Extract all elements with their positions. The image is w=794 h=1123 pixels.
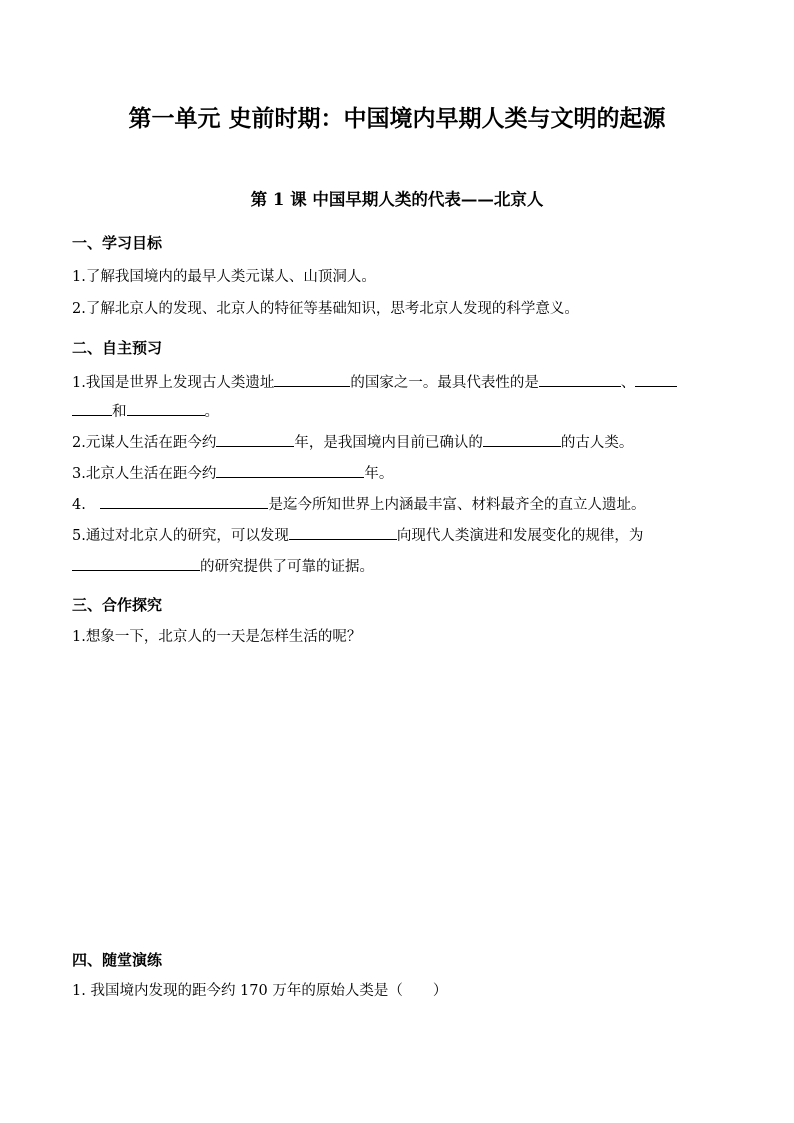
q1-text-a: 1.我国是世界上发现古人类遗址 [72, 375, 275, 391]
q2-blank-2[interactable] [483, 429, 561, 447]
q3-blank-1[interactable] [216, 460, 364, 478]
practice-question-1 [72, 980, 447, 1002]
q5-blank-2[interactable] [72, 553, 200, 571]
objective-item-1: 1.了解我国境内的最早人类元谋人、山顶洞人。 [72, 269, 376, 285]
q2-blank-1[interactable] [216, 429, 294, 447]
q3-text-a: 3.北京人生活在距今约 [72, 466, 217, 482]
q1-blank-1[interactable] [274, 369, 350, 387]
q1-text-d: 和 [112, 404, 127, 420]
q2-text-c: 的古人类。 [560, 435, 634, 451]
preview-question-5-line-1 [72, 522, 643, 547]
q3-text-b: 年。 [364, 466, 394, 482]
section-heading-objectives: 一、学习目标 [72, 234, 163, 252]
q5-text-a: 5.通过对北京人的研究，可以发现 [72, 528, 289, 544]
preview-question-5-line-2 [72, 553, 374, 578]
page-title: 第一单元 史前时期：中国境内早期人类与文明的起源 [128, 106, 666, 132]
q2-text-a: 2.元谋人生活在距今约 [72, 435, 217, 451]
preview-question-2 [72, 429, 633, 454]
q4-text-b: 是迄今所知世界上内涵最丰富、材料最齐全的直立人遗址。 [268, 497, 646, 513]
lesson-title: 第 1 课 中国早期人类的代表——北京人 [250, 190, 544, 209]
q1-blank-3a[interactable] [635, 369, 677, 387]
practice-q1-text-a: 1. 我国境内发现的距今约 170 万年的原始人类是（ [72, 983, 403, 999]
section-heading-preview: 二、自主预习 [72, 339, 163, 357]
practice-q1-text-b: ） [432, 983, 448, 999]
preview-question-1-line-1 [72, 369, 677, 394]
inquiry-question-1: 1.想象一下，北京人的一天是怎样生活的呢？ [72, 629, 362, 645]
section-heading-inquiry: 三、合作探究 [72, 596, 163, 614]
q1-blank-2[interactable] [539, 369, 621, 387]
q1-text-c: 、 [620, 375, 636, 391]
q5-text-c: 的研究提供了可靠的证据。 [200, 559, 374, 575]
q1-blank-3b[interactable] [72, 398, 112, 416]
section-heading-practice: 四、随堂演练 [72, 951, 163, 969]
q5-text-b: 向现代人类演进和发展变化的规律，为 [396, 528, 644, 544]
q2-text-b: 年，是我国境内目前已确认的 [294, 435, 483, 451]
q4-blank-1[interactable] [100, 491, 268, 509]
q1-text-e: 。 [204, 404, 219, 420]
q4-text-a: 4. [72, 497, 91, 513]
q5-blank-1[interactable] [289, 522, 397, 540]
objective-item-2: 2.了解北京人的发现、北京人的特征等基础知识，思考北京人发现的科学意义。 [72, 301, 579, 317]
q1-blank-4[interactable] [127, 398, 205, 416]
q1-text-b: 的国家之一。最具代表性的是 [350, 375, 539, 391]
preview-question-3 [72, 460, 393, 485]
preview-question-1-line-2 [72, 398, 219, 423]
preview-question-4 [72, 491, 645, 516]
